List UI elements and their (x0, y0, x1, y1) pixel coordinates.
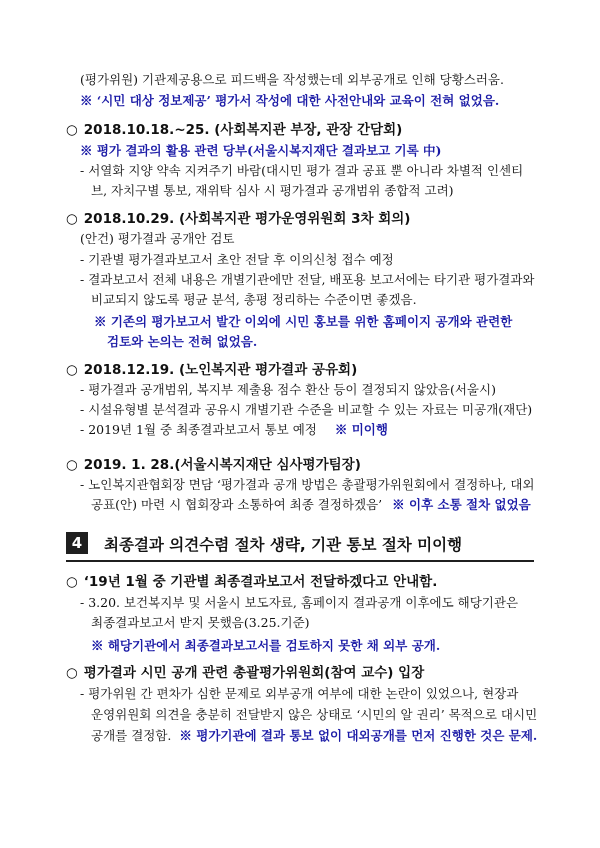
entry-heading (66, 121, 402, 139)
list-item-text: 공표(안) 마련 시 협회장과 소통하여 최종 결정하겠음’ (91, 497, 383, 512)
circle-bullet-icon: ○ (66, 665, 78, 681)
circle-bullet-icon: ○ (66, 574, 78, 590)
list-item (80, 421, 388, 439)
section-number-badge: 4 (66, 532, 88, 554)
note-inline: ※ 미이행 (334, 422, 388, 437)
circle-bullet-icon: ○ (66, 122, 78, 138)
circle-bullet-icon: ○ (66, 211, 78, 227)
entry-title: 평가결과 시민 공개 관련 총괄평가위원회(참여 교수) 입장 (83, 665, 425, 681)
list-item-text: 공개를 결정함. (91, 728, 172, 743)
note-text: ※ 해당기관에서 최종결과보고서를 검토하지 못한 채 외부 공개. (91, 638, 441, 653)
circle-bullet-icon: ○ (66, 362, 78, 378)
note-inline: ※ 평가기관에 결과 통보 없이 대외공개를 먼저 진행한 것은 문제. (179, 728, 538, 743)
list-item: - 서열화 지양 약속 지켜주기 바람(대시민 평가 결과 공표 뿐 아니라 차별적 인센티 (80, 163, 524, 178)
list-item-cont: 운영위원회 의견을 충분히 전달받지 않은 상태로 ‘시민의 알 권리’ 목적으로 대시민 (91, 707, 538, 722)
entry-title: ‘19년 1월 중 기관별 최종결과보고서 전달하겠다고 안내함. (83, 574, 438, 590)
list-item: - 노인복지관협회장 면담 ‘평가결과 공개 방법은 총괄평가위원회에서 결정하나, 대외 (80, 477, 535, 492)
list-item: - 평가결과 공개범위, 복지부 제출용 점수 환산 등이 결정되지 않았음(서울시) (80, 382, 496, 397)
list-item-cont: 비교되지 않도록 평균 분석, 총평 정리하는 수준이면 좋겠음. (91, 292, 417, 307)
entry-title: 2019. 1. 28.(서울시복지재단 심사평가팀장) (83, 457, 361, 473)
note-text: ※ ‘시민 대상 정보제공’ 평가서 작성에 대한 사전안내와 교육이 전혀 없었음. (80, 93, 500, 108)
note-text: ※ 평가 결과의 활용 관련 당부(서울시복지재단 결과보고 기록 中) (80, 143, 442, 158)
list-item-cont (91, 727, 537, 745)
section-divider (66, 560, 534, 562)
list-item: - 결과보고서 전체 내용은 개별기관에만 전달, 배포용 보고서에는 타기관 평가결과와 (80, 272, 535, 287)
list-item-cont (91, 496, 531, 514)
list-item: - 기관별 평가결과보고서 초안 전달 후 이의신청 접수 예정 (80, 252, 394, 267)
note-inline: ※ 이후 소통 절차 없었음 (392, 497, 531, 512)
note-text: ※ 기존의 평가보고서 발간 이외에 시민 홍보를 위한 홈페이지 공개와 관련한 (94, 314, 513, 329)
list-item: - 3.20. 보건복지부 및 서울시 보도자료, 홈페이지 결과공개 이후에도 해당기관은 (80, 595, 519, 610)
entry-heading (66, 456, 361, 474)
list-item: - 시설유형별 분석결과 공유시 개별기관 수준을 비교할 수 있는 자료는 미공개(재단) (80, 402, 533, 417)
body-text: (평가위원) 기관제공용으로 피드백을 작성했는데 외부공개로 인해 당황스러움. (80, 72, 504, 87)
list-item-text: - 2019년 1월 중 최종결과보고서 통보 예정 (80, 422, 317, 437)
list-item-cont: 최종결과보고서 받지 못했음(3.25.기준) (91, 615, 310, 630)
note-text-cont: 검토와 논의는 전혀 없었음. (107, 334, 258, 349)
list-item-cont: 브, 자치구별 통보, 재위탁 심사 시 평가결과 공개범위 종합적 고려) (91, 183, 454, 198)
entry-title: 2018.10.29. (사회복지관 평가운영위원회 3차 회의) (83, 211, 411, 227)
entry-title: 2018.12.19. (노인복지관 평가결과 공유회) (83, 362, 358, 378)
section-title: 최종결과 의견수렴 절차 생략, 기관 통보 절차 미이행 (104, 536, 463, 554)
list-item: - 평가위원 간 편차가 심한 문제로 외부공개 여부에 대한 논란이 있었으나, 현장과 (80, 686, 519, 701)
entry-heading (66, 573, 437, 591)
circle-bullet-icon: ○ (66, 457, 78, 473)
entry-heading (66, 210, 410, 228)
entry-title: 2018.10.18.~25. (사회복지관 부장, 관장 간담회) (83, 122, 403, 138)
agenda-text: (안건) 평가결과 공개안 검토 (80, 231, 235, 246)
entry-heading (66, 664, 424, 682)
entry-heading (66, 361, 357, 379)
